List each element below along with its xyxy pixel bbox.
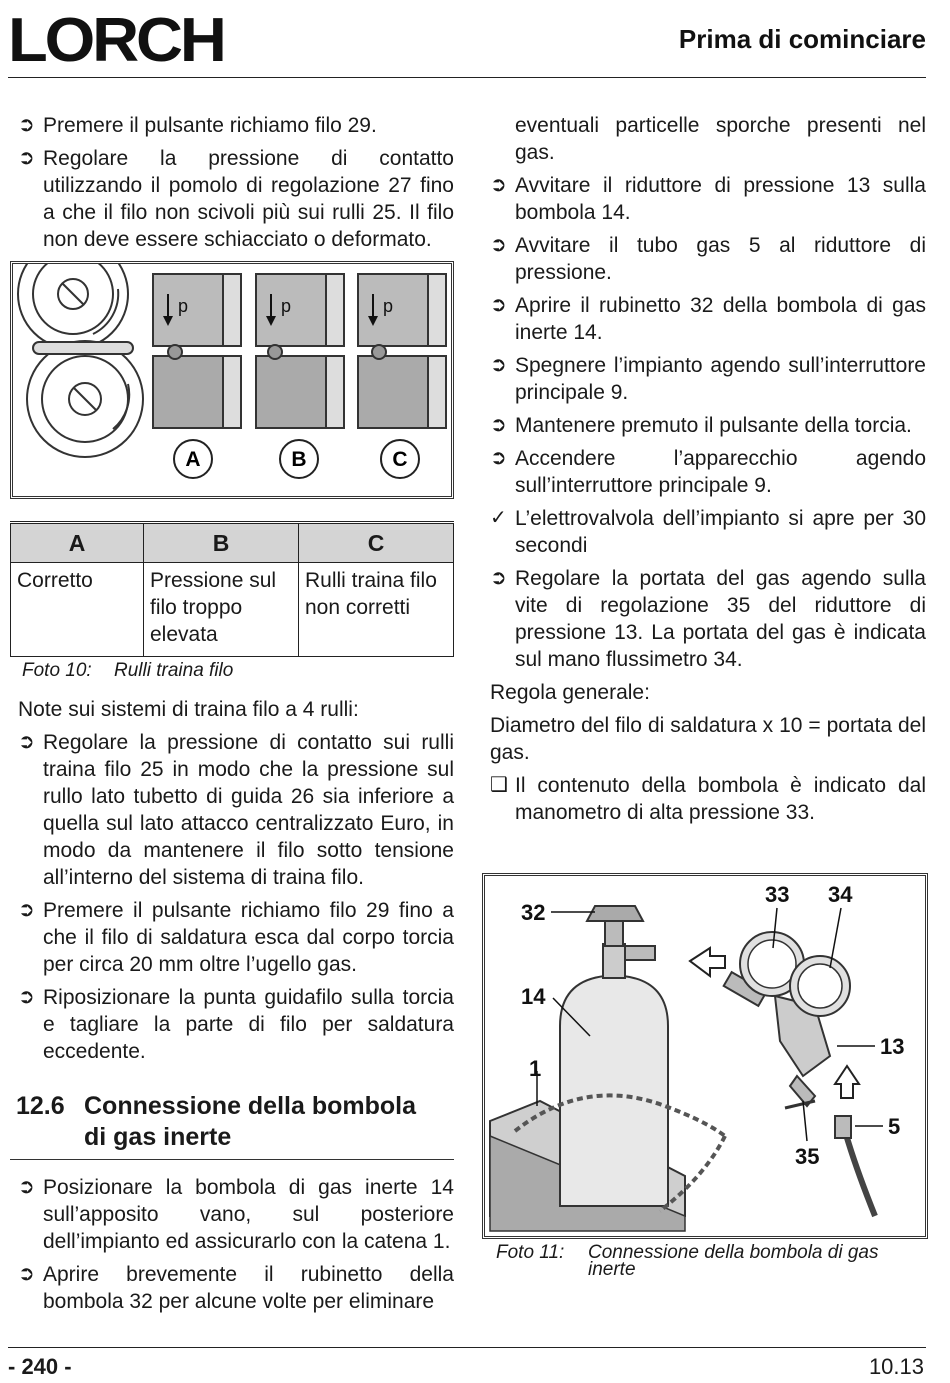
table-cell: Pressione sul filo troppo elevata <box>144 563 299 657</box>
arrow-bullet-icon: ➲ <box>18 1176 35 1198</box>
roller-comparison-table <box>10 521 454 657</box>
checkbox-bullet-icon: ❑ <box>490 774 508 796</box>
arrow-bullet-icon: ➲ <box>490 294 507 316</box>
table-header: B <box>144 523 299 563</box>
figure-caption: Foto 10: Rulli traina filo <box>22 660 234 681</box>
rule-text: Diametro del filo di saldatura x 10 = portata del gas. <box>490 714 926 764</box>
arrow-bullet-icon: ➲ <box>18 147 35 169</box>
arrow-bullet-icon: ➲ <box>490 414 507 436</box>
page-number: - 240 - <box>8 1354 72 1379</box>
arrow-bullet-icon: ➲ <box>490 234 507 256</box>
arrow-bullet-icon: ➲ <box>18 114 35 136</box>
check-icon: ✓ <box>490 507 507 529</box>
list-item: ➲ Aprire il rubinetto 32 della bombola di gas inerte 14. <box>490 294 926 344</box>
roller-set-a <box>153 274 241 428</box>
callout-35: 35 <box>795 1144 820 1169</box>
table-row <box>11 563 454 657</box>
list-item: ➲ Regolare la pressione di contatto utilizzando il pomolo di regolazione 27 fino a che il filo non scivoli più sui rulli 25. Il filo non deve essere schiacciato o deformato. <box>18 147 454 251</box>
pressure-label: p <box>178 296 189 316</box>
list-item: ➲ Premere il pulsante richiamo filo 29. <box>18 114 377 137</box>
section-rule <box>10 1159 454 1160</box>
callout-33: 33 <box>765 882 790 907</box>
callout-1: 1 <box>529 1056 542 1081</box>
label-b: B <box>291 448 307 471</box>
list-item: ➲ Regolare la pressione di contatto sui rulli traina filo 25 in modo che la pressione sul rullo lato tubetto di guida 26 sia inferiore a quella sul lato attacco centralizzato Euro, in modo da mantenere il filo sotto tensione all’interno del sistema di traina filo. <box>18 731 454 889</box>
figure-wire-feed-rollers <box>10 261 454 499</box>
page-header-title: Prima di cominciare <box>678 24 926 54</box>
list-item: ➲ Regolare la portata del gas agendo sulla vite di regolazione 35 del riduttore di pressione 13. La portata del gas è indicata sul mano flussimetro 34. <box>490 567 926 671</box>
roller-set-b <box>256 274 344 428</box>
arrow-bullet-icon: ➲ <box>18 986 35 1008</box>
list-item: ➲ Avvitare il tubo gas 5 al riduttore di pressione. <box>490 234 926 284</box>
list-item: ➲ Spegnere l’impianto agendo sull’interruttore principale 9. <box>490 354 926 404</box>
arrow-bullet-icon: ➲ <box>490 174 507 196</box>
right-column <box>490 112 926 832</box>
list-item: ➲ Accendere l’apparecchio agendo sull’interruttore principale 9. <box>490 447 926 497</box>
table-cell: Rulli traina filo non corretti <box>299 563 454 657</box>
list-item: ➲ Premere il pulsante richiamo filo 29 fino a che il filo di saldatura esca dal corpo torcia per circa 20 mm oltre l’ugello gas. <box>18 899 454 976</box>
list-item: ➲ Mantenere premuto il pulsante della torcia. <box>490 414 912 437</box>
callout-34: 34 <box>828 882 853 907</box>
list-item: ➲ Posizionare la bombola di gas inerte 14 sull’apposito vano, sul posteriore dell’impianto ed assicurarlo con la catena 1. <box>18 1176 454 1253</box>
list-item: ➲ Riposizionare la punta guidafilo sulla torcia e tagliare la parte di filo per saldatura eccedente. <box>18 986 454 1063</box>
callout-14: 14 <box>521 984 546 1009</box>
gas-cylinder-illustration <box>485 876 925 1236</box>
callout-13: 13 <box>880 1034 905 1059</box>
arrow-bullet-icon: ➲ <box>490 354 507 376</box>
list-item: ➲ Aprire brevemente il rubinetto della bombola 32 per alcune volte per eliminare <box>18 1263 454 1313</box>
section-heading: 12.6 Connessione della bombola di gas inerte <box>16 1092 416 1151</box>
figure-gas-cylinder <box>482 873 928 1239</box>
table-cell: Corretto <box>11 563 144 657</box>
header-rule <box>8 77 926 78</box>
list-item: ✓ L’elettrovalvola dell’impianto si apre per 30 secondi <box>490 507 926 557</box>
callout-5: 5 <box>888 1114 901 1139</box>
document-version: 10.13 <box>868 1354 924 1379</box>
table-header: A <box>11 523 144 563</box>
arrow-bullet-icon: ➲ <box>18 731 35 753</box>
note-heading: Note sui sistemi di traina filo a 4 rulli: <box>18 698 359 721</box>
pressure-label: p <box>281 296 292 316</box>
left-column <box>18 112 454 1321</box>
list-item: ❑ Il contenuto della bombola è indicato dal manometro di alta pressione 33. <box>490 774 926 824</box>
list-item: ➲ Avvitare il riduttore di pressione 13 sulla bombola 14. <box>490 174 926 224</box>
figure-caption: Foto 11: Connessione della bombola di gas inerte <box>496 1242 879 1280</box>
brand-logo: LORCH <box>8 6 224 75</box>
arrow-bullet-icon: ➲ <box>18 1263 35 1285</box>
continuation-text: eventuali particelle sporche presenti nel gas. <box>515 114 926 164</box>
arrow-bullet-icon: ➲ <box>490 567 507 589</box>
label-a: A <box>185 448 201 471</box>
arrow-bullet-icon: ➲ <box>18 899 35 921</box>
label-c: C <box>392 448 408 471</box>
arrow-bullet-icon: ➲ <box>490 447 507 469</box>
table-header: C <box>299 523 454 563</box>
footer-rule <box>8 1347 926 1348</box>
rule-title: Regola generale: <box>490 681 650 704</box>
callout-32: 32 <box>521 900 546 925</box>
wire-rollers-illustration <box>13 264 451 496</box>
roller-set-c <box>358 274 446 428</box>
pressure-label: p <box>383 296 394 316</box>
